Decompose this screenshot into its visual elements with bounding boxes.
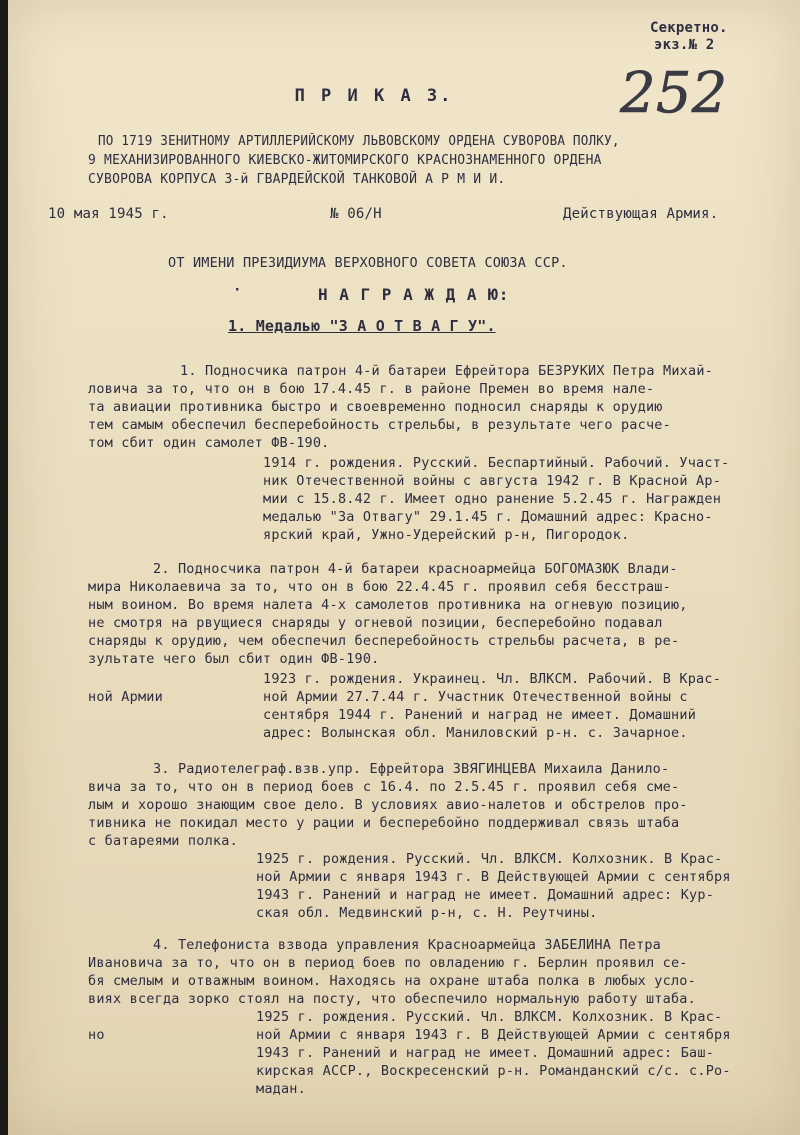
award-3-line-2: вича за то, что он в период боев с 16.4. по 2.5.45 г. проявил себя сме- <box>88 779 680 795</box>
order-date: 10 мая 1945 г. <box>48 206 169 222</box>
award-1-line-4: тем самым обеспечил бесперебойность стрельбы, в результате чего расче- <box>88 417 671 433</box>
presidium-line: ОТ ИМЕНИ ПРЕЗИДИУМА ВЕРХОВНОГО СОВЕТА СОЮЗА ССР. <box>168 255 568 271</box>
award-1-line-1: 1. Подносчика патрон 4-й батареи Ефрейтора БЕЗРУКИХ Петра Михай- <box>180 363 713 379</box>
award-3-line-5: с батареями полка. <box>88 833 238 849</box>
award-2-bio-2: ной Армии 27.7.44 г. Участник Отечественной войны с <box>263 689 688 705</box>
award-2-bio-left: ной Армии <box>88 689 163 705</box>
award-1-bio-3: мии с 15.8.42 г. Имеет одно ранение 5.2.45 г. Награжден <box>263 491 722 507</box>
award-3-line-4: тивника не покидал место у рации и бесперебойно поддерживал связь штаба <box>88 815 680 831</box>
award-4-bio-5: мадан. <box>256 1081 306 1097</box>
award-2-line-5: снаряды к орудию, чем обеспечил бесперебойность стрельбы расчета, в ре- <box>88 633 680 649</box>
award-1-line-2: ловича за то, что он в бою 17.4.45 г. в районе Премен во время нале- <box>88 381 655 397</box>
unit-line-2: 9 МЕХАНИЗИРОВАННОГО КИЕВСКО-ЖИТОМИРСКОГО КРАСНОЗНАМЕННОГО ОРДЕНА <box>88 153 602 168</box>
award-1-bio-1: 1914 г. рождения. Русский. Беспартийный. Рабочий. Участ- <box>263 455 730 471</box>
dot-mark: · <box>233 282 242 298</box>
award-2-line-2: мира Николаевича за то, что он в бою 22.4.45 г. проявил себя бесстраш- <box>88 579 671 595</box>
award-4-line-2: Ивановича за то, что он в период боев по овладению г. Берлин проявил се- <box>88 955 688 971</box>
award-4-line-3: бя смелым и отважным воином. Находясь на охране штаба полка в любых усло- <box>88 973 696 989</box>
copy-number: экз.№ 2 <box>654 37 715 53</box>
award-2-line-1: 2. Подносчика патрон 4-й батареи красноармейца БОГОМАЗЮК Влади- <box>153 561 678 577</box>
award-3-line-1: 3. Радиотелеграф.взв.упр. Ефрейтора ЗВЯГИНЦЕВА Михаила Данило- <box>153 761 670 777</box>
award-2-line-3: ным воином. Во время налета 4-х самолетов противника на огневую позицию, <box>88 597 688 613</box>
award-4-bio-left: но <box>88 1027 105 1043</box>
award-4-bio-3: 1943 г. Ранений и наград не имеет. Домашний адрес: Баш- <box>256 1045 715 1061</box>
order-number: № 06/Н <box>330 206 382 222</box>
award-4-bio-2: ной Армии с января 1943 г. В Действующей Армии с сентября <box>256 1027 731 1043</box>
award-4-bio-4: кирская АССР., Воскресенский р-н. Романданский с/с. с.Ро- <box>256 1063 731 1079</box>
award-3-line-3: лым и хорошо знающим свое дело. В условиях авио-налетов и обстрелов про- <box>88 797 688 813</box>
unit-line-3: СУВОРОВА КОРПУСА 3-й ГВАРДЕЙСКОЙ ТАНКОВОЙ А Р М И И. <box>88 172 506 187</box>
award-3-bio-2: ной Армии с января 1943 г. В Действующей Армии с сентября <box>256 869 731 885</box>
award-1-bio-4: медалью "За Отвагу" 29.1.45 г. Домашний адрес: Красно- <box>263 509 713 525</box>
award-1-bio-2: ник Отечественной войны с августа 1942 г. В Красной Ар- <box>263 473 722 489</box>
award-2-line-6: зультате чего был сбит один ФВ-190. <box>88 651 380 667</box>
award-1-line-3: та авиации противника быстро и своевременно подносил снаряды к орудию <box>88 399 663 415</box>
award-4-line-1: 4. Телефониста взвода управления Красноармейца ЗАБЕЛИНА Петра <box>153 937 661 953</box>
award-4-bio-1: 1925 г. рождения. Русский. Чл. ВЛКСМ. Колхозник. В Крас- <box>256 1009 723 1025</box>
award-3-bio-3: 1943 г. Ранений и наград не имеет. Домашний адрес: Кур- <box>256 887 715 903</box>
order-place: Действующая Армия. <box>563 206 719 222</box>
svg-text:252: 252 <box>620 61 728 126</box>
awarding-heading: Н А Г Р А Ж Д А Ю: <box>318 285 510 304</box>
secret-label: Секретно. <box>650 20 728 36</box>
document-page <box>8 0 800 1135</box>
medal-heading: 1. Медалью "З А О Т В А Г У". <box>228 317 496 335</box>
unit-line-1: ПО 1719 ЗЕНИТНОМУ АРТИЛЛЕРИЙСКОМУ ЛЬВОВСКОМУ ОРДЕНА СУВОРОВА ПОЛКУ, <box>98 134 620 149</box>
award-1-bio-5: ярский край, Ужно-Удерейский р-н, Пигородок. <box>263 527 630 543</box>
award-2-bio-3: сентября 1944 г. Ранений и наград не имеет. Домашний <box>263 707 697 723</box>
award-3-bio-4: ская обл. Медвинский р-н, с. Н. Реутчины. <box>256 905 598 921</box>
award-2-bio-4: адрес: Волынская обл. Маниловский р-н. с. Зачарное. <box>263 725 688 741</box>
award-2-bio-1: 1923 г. рождения. Украинец. Чл. ВЛКСМ. Рабочий. В Крас- <box>263 671 722 687</box>
award-1-line-5: том сбит один самолет ФВ-190. <box>88 435 330 451</box>
award-2-line-4: не смотря на рвущиеся снаряды у огневой позиции, бесперебойно подавал <box>88 615 663 631</box>
award-3-bio-1: 1925 г. рождения. Русский. Чл. ВЛКСМ. Колхозник. В Крас- <box>256 851 723 867</box>
document-title: П Р И К А З. <box>294 86 454 106</box>
award-4-line-4: виях всегда зорко стоял на посту, что обеспечило нормальную работу штаба. <box>88 991 696 1007</box>
